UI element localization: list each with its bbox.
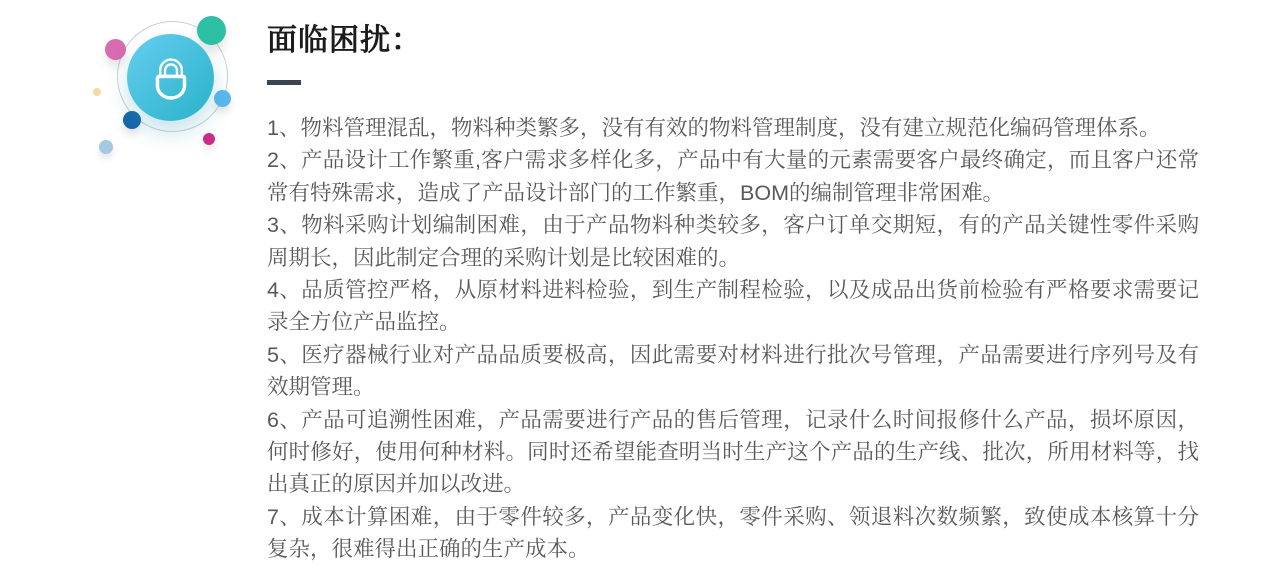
- decoration-dot-skyblue: [214, 90, 231, 107]
- lock-badge-circle: [127, 34, 214, 121]
- section-facing-troubles: [267, 22, 1199, 566]
- lock-icon: [145, 52, 197, 104]
- troubles-list: [267, 112, 1199, 566]
- troubles-list-item: 3、物料采购计划编制困难，由于产品物料种类较多，客户订单交期短，有的产品关键性零件采购周期长，因此制定合理的采购计划是比较困难的。: [267, 213, 1199, 270]
- troubles-list-item: 7、成本计算困难，由于零件较多，产品变化快，零件采购、领退料次数频繁，致使成本核算十分复杂，很难得出正确的生产成本。: [267, 504, 1199, 562]
- decoration-dot-darkblue: [123, 111, 141, 129]
- decoration-dot-teal: [197, 16, 226, 45]
- decoration-dot-pink: [105, 39, 126, 60]
- troubles-list-item: 1、物料管理混乱，物料种类繁多，没有有效的物料管理制度，没有建立规范化编码管理体系。: [267, 116, 1161, 140]
- hero-decoration: [85, 10, 245, 170]
- troubles-list-item: 5、医疗器械行业对产品品质要极高，因此需要对材料进行批次号管理，产品需要进行序列号及有效期管理。: [267, 342, 1199, 400]
- troubles-list-item: 6、产品可追溯性困难，产品需要进行产品的售后管理，记录什么时间报修什么产品，损坏原因，何时修好，使用何种材料。同时还希望能查明当时生产这个产品的生产线、批次，所用材料等，找出真正的原因并加以改进。: [267, 407, 1199, 497]
- title-underline-bar: [267, 80, 301, 85]
- decoration-dot-paleblue: [99, 140, 113, 154]
- troubles-list-item: 2、产品设计工作繁重,客户需求多样化多，产品中有大量的元素需要客户最终确定，而且客户还常常有特殊需求，造成了产品设计部门的工作繁重，BOM的编制管理非常困难。: [267, 148, 1199, 205]
- page-title: 面临困扰：: [267, 24, 422, 57]
- troubles-list-item: 4、品质管控严格，从原材料进料检验，到生产制程检验，以及成品出货前检验有严格要求需要记录全方位产品监控。: [267, 278, 1199, 335]
- decoration-dot-magenta: [203, 133, 215, 145]
- decoration-dot-cream: [93, 88, 101, 96]
